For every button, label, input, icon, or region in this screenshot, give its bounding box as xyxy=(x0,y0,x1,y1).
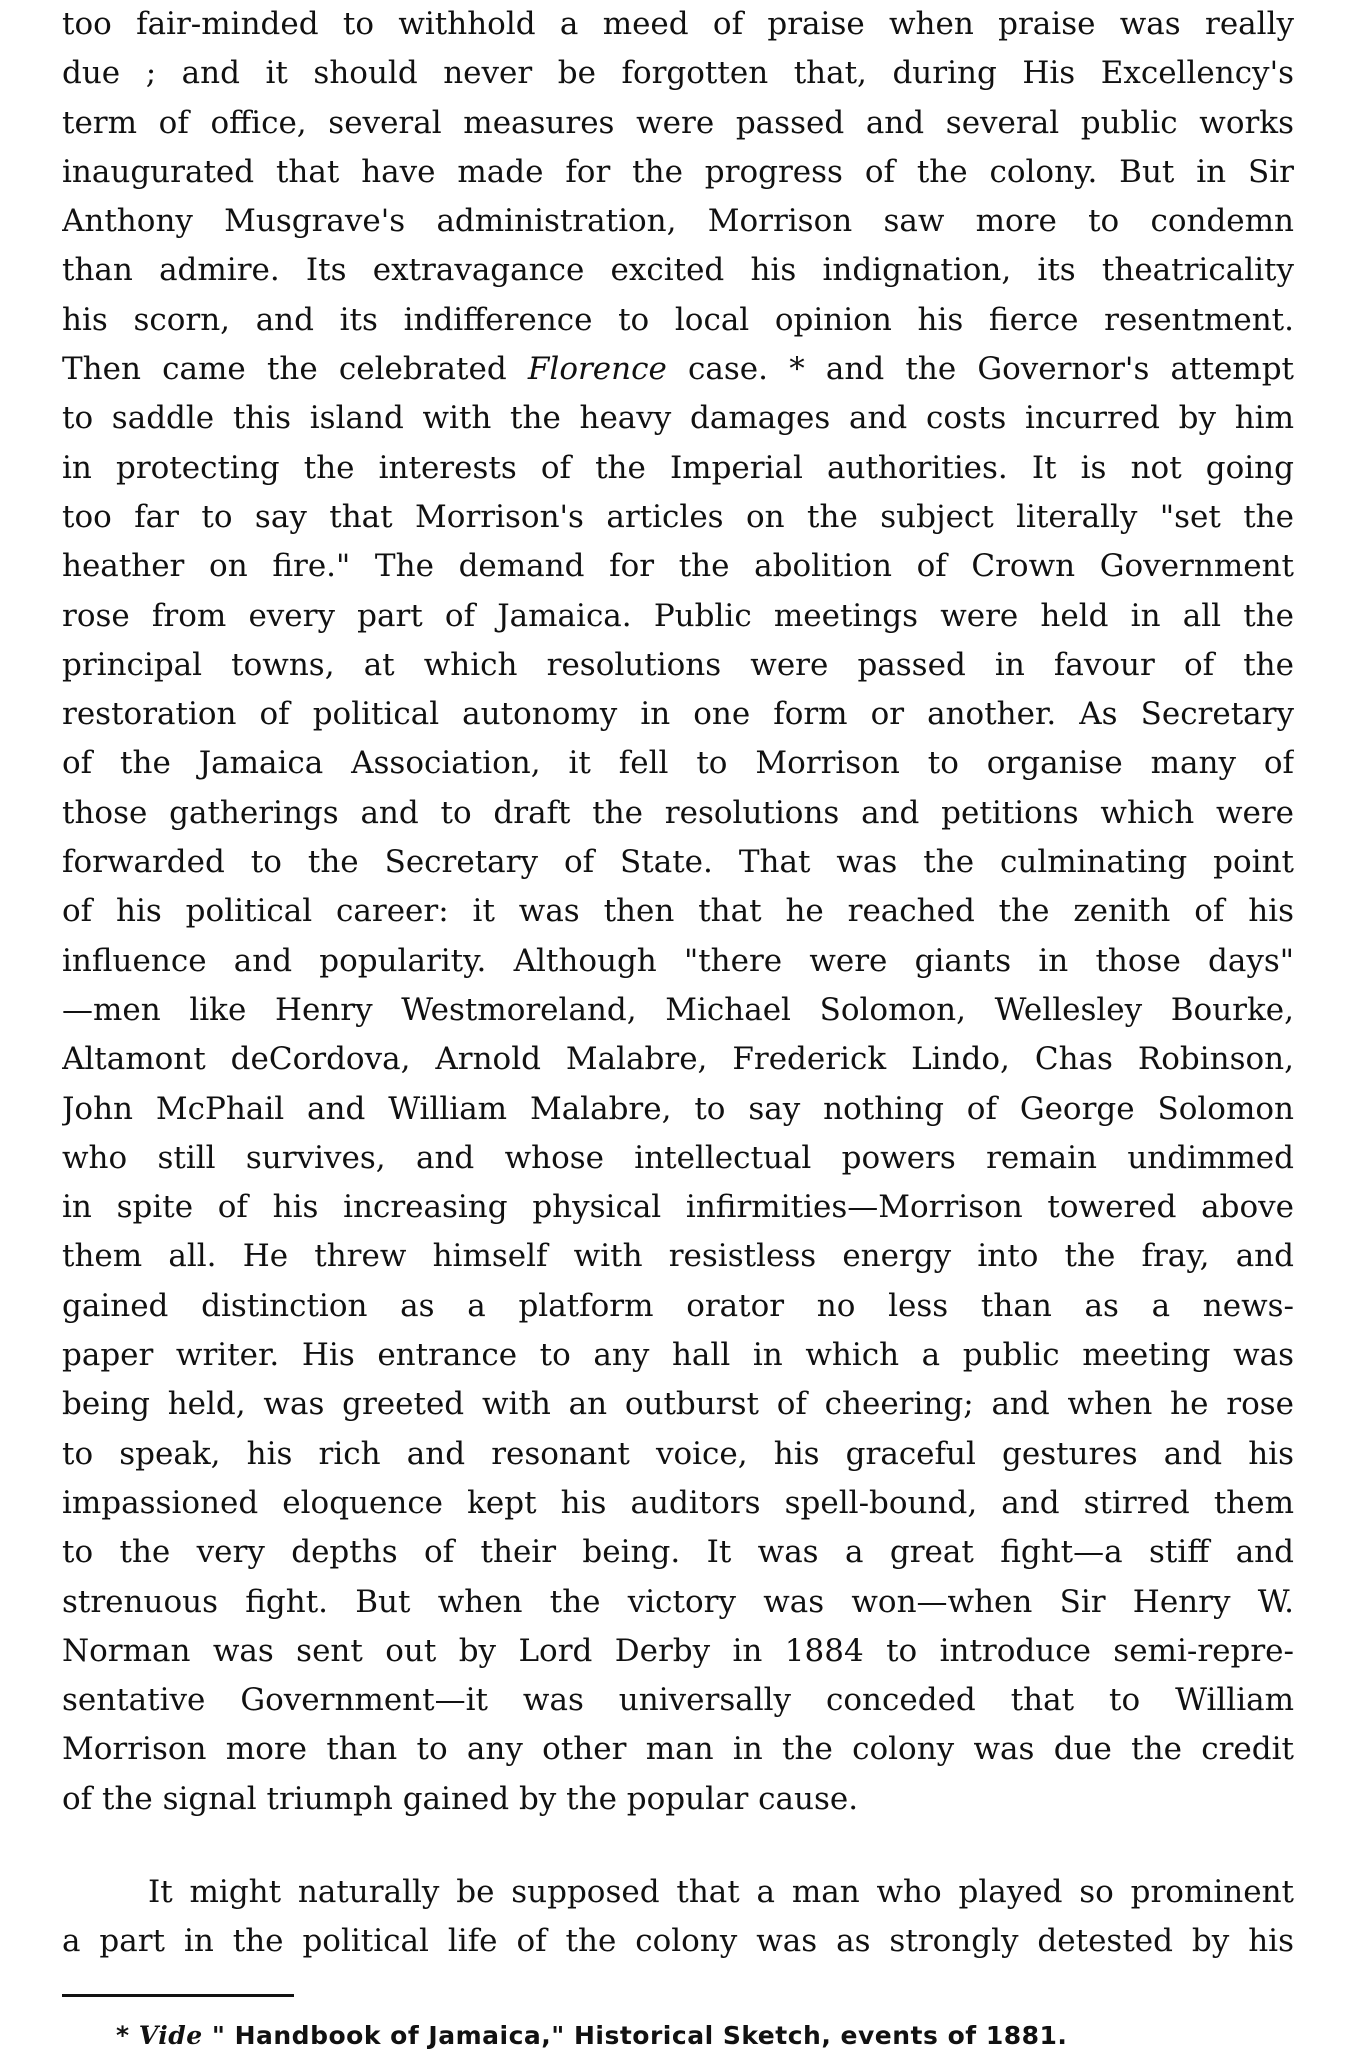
text-line: than admire. Its extravagance excited his indignation, its theatricality xyxy=(62,252,1294,289)
text-line: gained distinction as a platform orator no less than as a news- xyxy=(62,1287,1294,1324)
text-line: to speak, his rich and resonant voice, his graceful gestures and his xyxy=(62,1435,1294,1472)
text-line: Altamont deCordova, Arnold Malabre, Frederick Lindo, Chas Robinson, xyxy=(62,1041,1294,1078)
text-line: of the Jamaica Association, it fell to Morrison to organise many of xyxy=(62,745,1294,782)
text-line: too fair-minded to withhold a meed of praise when praise was really xyxy=(62,6,1294,42)
paragraph-2 xyxy=(62,1868,1294,1967)
footnote-rule xyxy=(62,1994,294,1997)
text-line: —men like Henry Westmoreland, Michael Solomon, Wellesley Bourke, xyxy=(62,991,1294,1028)
text-line: to the very depths of their being. It was a great fight—a stiff and xyxy=(62,1534,1294,1571)
case-name-italic: Florence xyxy=(527,351,667,388)
text-line: restoration of political autonomy in one form or another. As Secretary xyxy=(62,696,1294,733)
text-line: his scorn, and its indifference to local opinion his fierce resentment. xyxy=(62,301,1294,338)
text-line: heather on fire." The demand for the abolition of Crown Government xyxy=(62,548,1294,585)
text-line: in protecting the interests of the Imperial authorities. It is not going xyxy=(62,449,1294,486)
footnote xyxy=(116,2016,1067,2056)
text-line: inaugurated that have made for the progress of the colony. But in Sir xyxy=(62,153,1294,190)
text-line: in spite of his increasing physical infirmities—Morrison towered above xyxy=(62,1189,1294,1226)
text-line: strenuous fight. But when the victory was won—when Sir Henry W. xyxy=(62,1583,1294,1620)
paragraph-1 xyxy=(62,0,1294,1824)
text-line: Anthony Musgrave's administration, Morrison saw more to condemn xyxy=(62,203,1294,240)
footnote-vide: Vide xyxy=(138,2021,203,2050)
text-line: Norman was sent out by Lord Derby in 1884 to introduce semi-repre- xyxy=(62,1632,1294,1669)
text-line: impassioned eloquence kept his auditors spell-bound, and stirred them xyxy=(62,1484,1294,1521)
text-line: sentative Government—it was universally conceded that to William xyxy=(62,1682,1294,1719)
text-line: term of office, several measures were passed and several public works xyxy=(62,104,1294,141)
text-line: influence and popularity. Although "there were giants in those days" xyxy=(62,942,1294,979)
text-line: Morrison more than to any other man in the colony was due the credit xyxy=(62,1731,1294,1768)
text-line: who still survives, and whose intellectual powers remain undimmed xyxy=(62,1139,1294,1176)
text-line: a part in the political life of the colony was as strongly detested by his xyxy=(62,1923,1294,1960)
text-line: Then came the celebrated Florence case. * and the Governor's attempt xyxy=(62,351,1294,388)
text-line: rose from every part of Jamaica. Public meetings were held in all the xyxy=(62,597,1294,634)
footnote-text: " Handbook of Jamaica," Historical Sketch, events of 1881. xyxy=(211,2021,1068,2050)
text-line: principal towns, at which resolutions were passed in favour of the xyxy=(62,646,1294,683)
text-line: too far to say that Morrison's articles on the subject literally "set the xyxy=(62,498,1294,535)
text-line: John McPhail and William Malabre, to say nothing of George Solomon xyxy=(62,1090,1294,1127)
text-line: to saddle this island with the heavy damages and costs incurred by him xyxy=(62,400,1294,437)
text-line: paper writer. His entrance to any hall in which a public meeting was xyxy=(62,1337,1294,1374)
text-line: of the signal triumph gained by the popular cause. xyxy=(62,1780,859,1817)
text-line: forwarded to the Secretary of State. That was the culminating point xyxy=(62,844,1294,881)
text-line: due ; and it should never be forgotten that, during His Excellency's xyxy=(62,55,1294,92)
text-line: those gatherings and to draft the resolutions and petitions which were xyxy=(62,794,1294,831)
text-line: of his political career: it was then that he reached the zenith of his xyxy=(62,893,1294,930)
footnote-marker: * xyxy=(116,2021,130,2050)
text-line: It might naturally be supposed that a man who played so prominent xyxy=(148,1874,1294,1910)
text-line: being held, was greeted with an outburst of cheering; and when he rose xyxy=(62,1386,1294,1423)
text-line: them all. He threw himself with resistless energy into the fray, and xyxy=(62,1238,1294,1275)
